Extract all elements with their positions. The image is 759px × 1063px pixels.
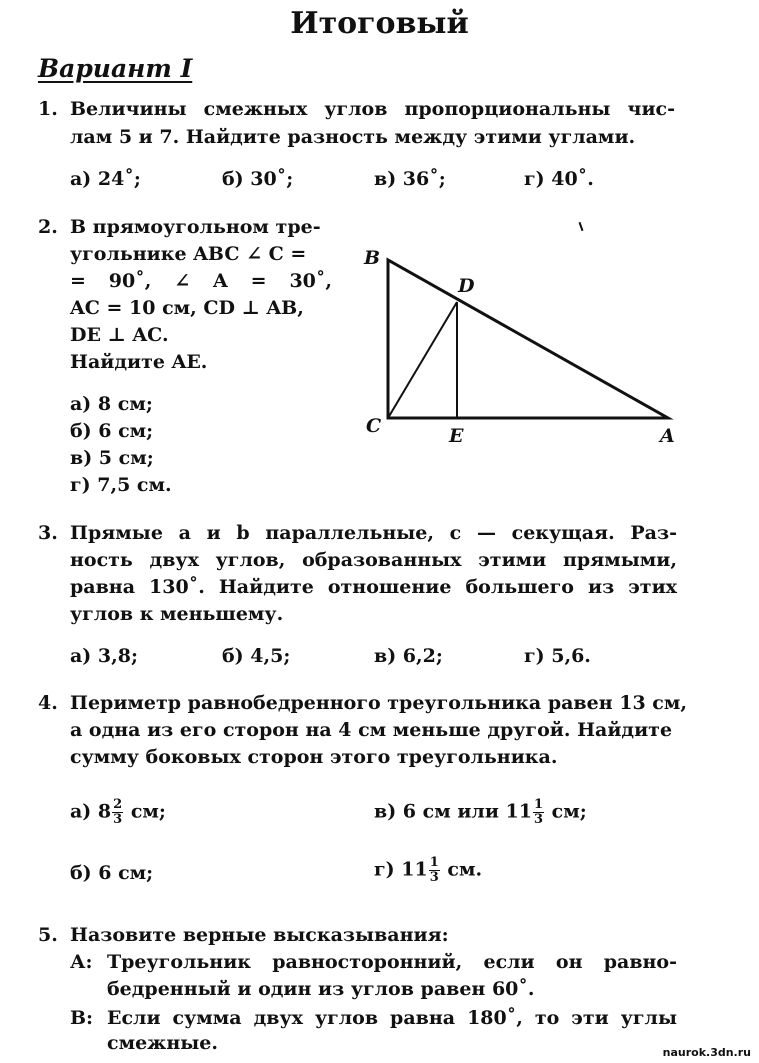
question-text-line: сумму боковых сторон этого треугольника. — [70, 746, 558, 768]
statement-text-line: бедренный и один из углов равен 60˚. — [107, 978, 535, 1000]
vertex-a-label: A — [660, 425, 675, 447]
point-d-label: D — [458, 275, 475, 297]
question-number: 3. — [38, 522, 58, 544]
question-number: 4. — [38, 692, 58, 714]
option-suffix: см; — [130, 800, 166, 823]
option-prefix: в) 6 см или 11 — [374, 800, 532, 823]
answer-option-v: в) 5 см; — [70, 447, 154, 469]
fraction — [429, 856, 440, 885]
statement-text-line: Треугольник равносторонний, если он равно- — [107, 951, 677, 973]
answer-option-b: б) 6 см; — [70, 420, 154, 442]
option-suffix: см; — [551, 800, 587, 823]
fraction — [533, 798, 544, 827]
fraction-denominator: 3 — [533, 812, 544, 827]
answer-option-v: в) 6,2; — [374, 645, 443, 667]
variant-heading: Вариант I — [38, 54, 193, 83]
answer-option-g: г) 5,6. — [524, 645, 591, 667]
question-text-line: Найдите AE. — [70, 351, 208, 373]
question-number: 1. — [38, 98, 58, 120]
question-text-line: Назовите верные высказывания: — [70, 924, 449, 946]
option-suffix: см. — [447, 858, 483, 881]
question-text-line: ность двух углов, образованных этими прямыми, — [70, 549, 677, 571]
question-text-line: Периметр равнобедренного треугольника равен 13 см, — [70, 692, 687, 714]
question-number: 5. — [38, 924, 58, 946]
watermark: naurok.3dn.ru — [662, 1046, 751, 1059]
statement-label-v: В: — [70, 1007, 94, 1029]
triangle-abc — [388, 260, 668, 418]
vertex-c-label: C — [366, 415, 382, 437]
question-text-line: Величины смежных углов пропорциональны чис- — [70, 98, 675, 120]
point-e-label: E — [449, 425, 464, 447]
question-text-line: равна 130˚. Найдите отношение большего из этих — [70, 576, 677, 598]
option-prefix: г) 11 — [374, 858, 428, 881]
question-text-line: Прямые a и b параллельные, c — секущая. Раз- — [70, 522, 677, 544]
fraction-denominator: 3 — [429, 870, 439, 885]
answer-option-b: б) 6 см; — [70, 862, 154, 884]
question-text-line: В прямоугольном тре- — [70, 216, 321, 238]
question-text-line: углов к меньшему. — [70, 603, 284, 625]
question-text-line: а одна из его сторон на 4 см меньше другой. Найдите — [70, 719, 673, 741]
answer-option-b: б) 30˚; — [222, 168, 294, 190]
question-number: 2. — [38, 216, 58, 238]
answer-option-g: г) 40˚. — [524, 168, 594, 190]
question-text-line: = 90˚, ∠ A = 30˚, — [70, 270, 332, 292]
triangle-diagram — [360, 230, 690, 450]
question-text-line: лам 5 и 7. Найдите разность между этими углами. — [70, 126, 636, 148]
answer-option-b: б) 4,5; — [222, 645, 291, 667]
answer-option-g — [374, 856, 482, 885]
answer-option-v — [374, 798, 587, 827]
statement-text-line: смежные. — [107, 1032, 219, 1054]
statement-label-a: А: — [70, 951, 93, 973]
question-text-line: DE ⊥ AC. — [70, 324, 169, 346]
option-prefix: а) 8 — [70, 800, 112, 823]
answer-option-a: а) 8 см; — [70, 393, 153, 415]
page-title: Итоговый — [290, 6, 469, 41]
answer-option-a: а) 3,8; — [70, 645, 138, 667]
fraction-numerator: 2 — [113, 797, 123, 812]
statement-text-line: Если сумма двух углов равна 180˚, то эти углы — [107, 1007, 677, 1029]
answer-option-a: а) 24˚; — [70, 168, 141, 190]
answer-option-g: г) 7,5 см. — [70, 474, 172, 496]
question-text-line: AC = 10 см, CD ⊥ AB, — [70, 297, 304, 319]
answer-option-v: в) 36˚; — [374, 168, 446, 190]
fraction-numerator: 1 — [533, 797, 544, 812]
fraction-numerator: 1 — [429, 855, 439, 870]
fraction — [112, 798, 123, 827]
question-text-line: угольнике ABC ∠ C = — [70, 243, 307, 265]
segment-cd — [388, 302, 457, 418]
answer-option-a — [70, 798, 166, 827]
vertex-b-label: B — [364, 247, 381, 269]
fraction-denominator: 3 — [113, 812, 123, 827]
